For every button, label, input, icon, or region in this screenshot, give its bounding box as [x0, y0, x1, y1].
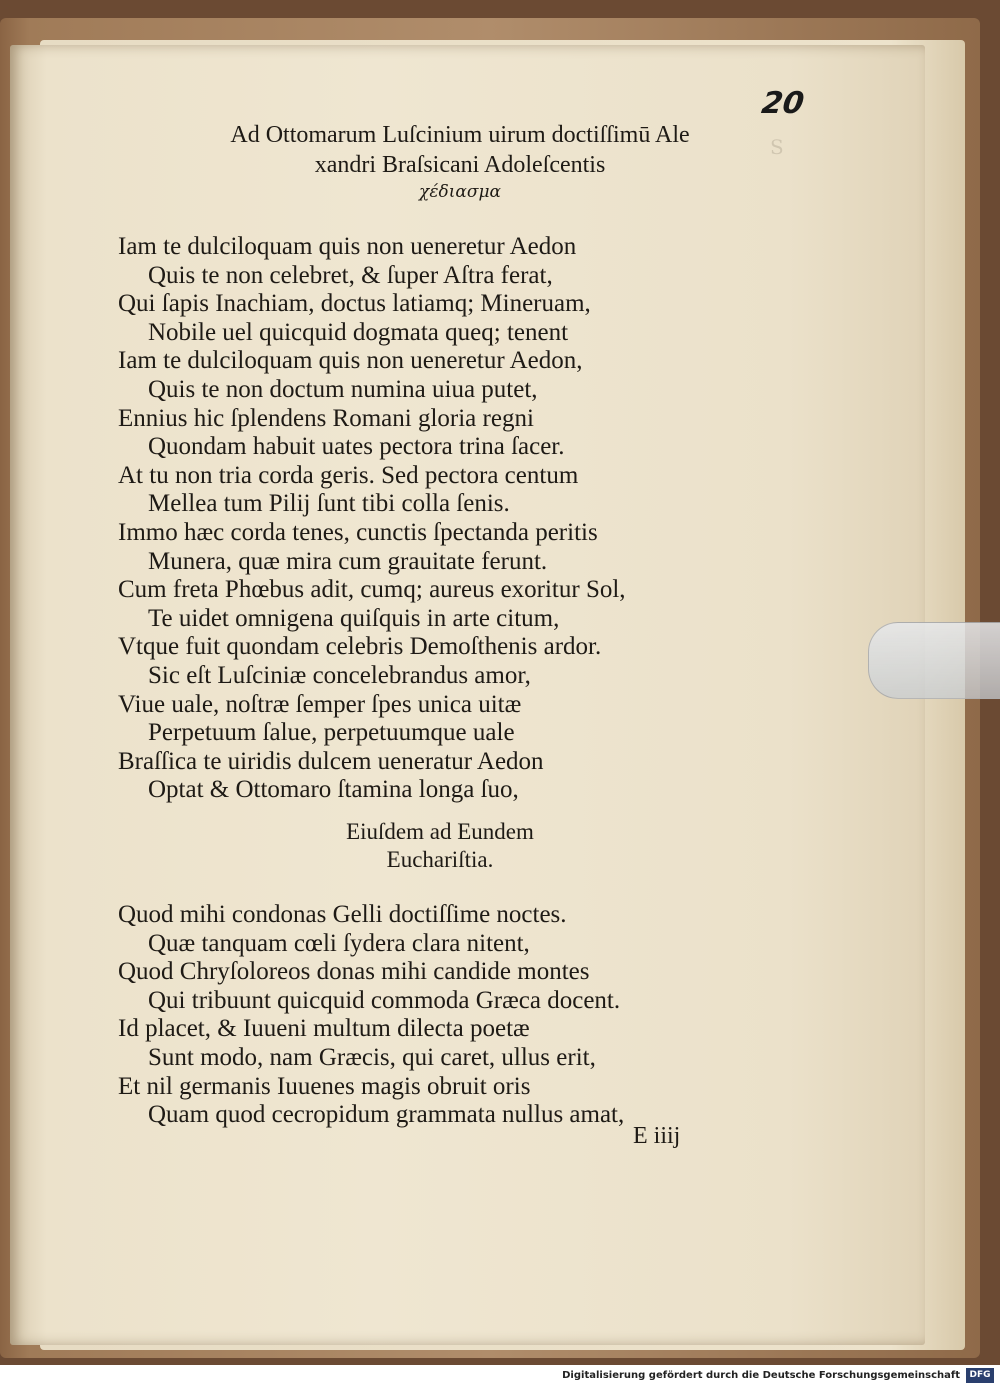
- page-clip: [868, 622, 1000, 699]
- verse-line: Braſſica te uiridis dulcem ueneratur Aedon: [118, 747, 544, 775]
- title-line-2: xandri Braſsicani Adoleſcentis: [314, 152, 606, 178]
- verse-line: Optat & Ottomaro ſtamina longa ſuo,: [148, 776, 519, 804]
- verse-line: Et nil germanis Iuuenes magis obruit oris: [118, 1072, 531, 1100]
- verse-line: Iam te dulciloquam quis non ueneretur Aedon: [118, 233, 577, 260]
- footer-text: Digitalisierung gefördert durch die Deutsche Forschungsgemeinschaft: [562, 1370, 960, 1381]
- verse-line: Te uidet omnigena quiſquis in arte citum,: [148, 604, 560, 632]
- verse-line: Qui ſapis Inachiam, doctus latiamq; Mineruam,: [118, 290, 591, 318]
- verse-line: Iam te dulciloquam quis non ueneretur Aedon,: [118, 347, 583, 375]
- title-greek: χέδιασμα: [419, 182, 501, 202]
- verse-line: Quis te non celebret, & ſuper Aſtra ferat,: [148, 261, 553, 289]
- signature-mark: E iiij: [633, 1123, 681, 1149]
- verse-line: Nobile uel quicquid dogmata queq; tenent: [148, 318, 569, 346]
- subheading: [290, 818, 590, 874]
- title-block: [150, 120, 770, 202]
- verse-line: Munera, quæ mira cum grauitate ferunt.: [148, 547, 548, 575]
- dfg-logo: DFG: [966, 1368, 994, 1383]
- verse-line: Id placet, & Iuueni multum dilecta poetæ: [118, 1015, 530, 1043]
- verse-line: Cum freta Phœbus adit, cumq; aureus exoritur Sol,: [118, 576, 626, 604]
- bleed-through-text: S: [770, 135, 784, 159]
- verse-line: Perpetuum ſalue, perpetuumque uale: [148, 719, 515, 747]
- verse-line: Ennius hic ſplendens Romani gloria regni: [118, 404, 534, 432]
- verse-line: Qui tribuunt quicquid commoda Græca docent.: [148, 986, 621, 1014]
- verse-line: Quondam habuit uates pectora trina ſacer.: [148, 433, 565, 461]
- verse-line: Quod mihi condonas Gelli doctiſſime noctes.: [118, 901, 567, 928]
- verse-line: Immo hæc corda tenes, cunctis ſpectanda peritis: [118, 518, 598, 546]
- title-line-1: Ad Ottomarum Luſcinium uirum doctiſſimū Ale: [230, 122, 690, 148]
- poem-second: [118, 901, 624, 1130]
- footer: [0, 1365, 1000, 1387]
- verse-line: Quis te non doctum numina uiua putet,: [148, 375, 538, 403]
- verse-line: Sunt modo, nam Græcis, qui caret, ullus erit,: [148, 1043, 596, 1071]
- verse-line: Vtque fuit quondam celebris Demoſthenis ardor.: [118, 633, 602, 661]
- subheading-line-1: Eiuſdem ad Eundem: [346, 819, 534, 844]
- verse-line: Viue uale, noſtræ ſemper ſpes unica uitæ: [118, 690, 522, 718]
- verse-line: Sic eſt Luſciniæ concelebrandus amor,: [148, 661, 531, 689]
- subheading-line-2: Euchariſtia.: [386, 847, 494, 872]
- page-number: 20: [759, 86, 807, 121]
- verse-line: Quæ tanquam cœli ſydera clara nitent,: [148, 929, 530, 957]
- verse-line: At tu non tria corda geris. Sed pectora centum: [118, 461, 579, 489]
- verse-line: Quod Chryſoloreos donas mihi candide montes: [118, 958, 590, 986]
- verse-line: Mellea tum Pilij ſunt tibi colla ſenis.: [148, 490, 510, 518]
- verse-line: Quam quod cecropidum grammata nullus amat,: [148, 1101, 625, 1129]
- poem-first: [118, 233, 626, 805]
